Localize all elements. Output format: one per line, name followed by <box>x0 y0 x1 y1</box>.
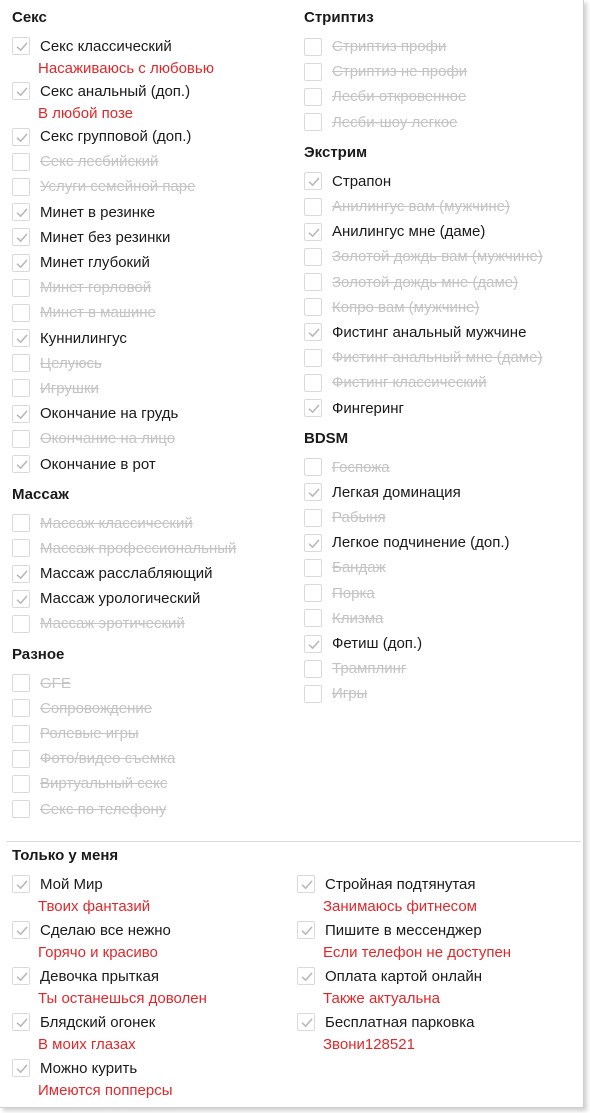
checkbox-checked[interactable] <box>304 483 322 501</box>
checkbox-label: Легкая доминация <box>332 483 461 501</box>
checkmark-icon <box>14 877 30 893</box>
checkbox-unchecked[interactable] <box>12 379 30 397</box>
checkmark-icon <box>14 567 30 583</box>
checkbox-label: Секс анальный (доп.) <box>40 82 191 100</box>
only-me-grid <box>12 872 582 1102</box>
checkbox-checked[interactable] <box>304 534 322 552</box>
checkbox-label: Пишите в мессенджер <box>325 921 482 939</box>
checkbox-checked[interactable] <box>12 967 30 985</box>
only-me-item <box>297 1010 582 1056</box>
checkbox-label: Копро вам (мужчине) <box>332 298 480 316</box>
only-me-item <box>12 1010 297 1056</box>
item-list <box>12 671 297 822</box>
checkbox-label: Игры <box>332 685 368 703</box>
checkbox-label: Стриптиз не профи <box>332 63 468 81</box>
item-list <box>304 34 579 135</box>
checkmark-icon <box>14 407 30 423</box>
section-misc <box>12 645 297 822</box>
checkbox-item[interactable] <box>12 376 297 401</box>
checkbox-label: Легкое подчинение (доп.) <box>332 534 510 552</box>
checkbox-item[interactable] <box>12 34 297 58</box>
checkbox-unchecked[interactable] <box>304 88 322 106</box>
checkbox-checked[interactable] <box>12 565 30 583</box>
checkbox-unchecked[interactable] <box>304 38 322 56</box>
section-title: Массаж <box>12 485 69 503</box>
only-me-item <box>12 964 297 1010</box>
only-me-right <box>297 872 582 1102</box>
checkbox-label: Лесби откровенное <box>332 88 467 106</box>
checkbox-item[interactable] <box>12 451 297 476</box>
checkbox-unchecked[interactable] <box>12 539 30 557</box>
checkbox-item[interactable] <box>297 964 582 988</box>
checkbox-label: Страпон <box>332 172 392 190</box>
checkbox-unchecked[interactable] <box>304 559 322 577</box>
checkmark-icon <box>299 969 315 985</box>
checkbox-label: GFE <box>40 674 71 692</box>
checkbox-checked[interactable] <box>12 37 30 55</box>
checkbox-unchecked[interactable] <box>12 178 30 196</box>
section-sex <box>12 8 297 477</box>
checkbox-item[interactable] <box>304 631 579 656</box>
checkbox-label: Стройная подтянутая <box>325 875 476 893</box>
section-only-me <box>12 846 582 1102</box>
checkmark-icon <box>14 39 30 55</box>
checkbox-item[interactable] <box>304 219 579 244</box>
checkbox-checked[interactable] <box>12 921 30 939</box>
checkbox-label: Трамплинг <box>332 660 407 678</box>
only-me-item <box>297 918 582 964</box>
item-note: Ты останешься доволен <box>38 990 207 1007</box>
item-list <box>304 455 579 707</box>
checkbox-checked[interactable] <box>12 128 30 146</box>
checkbox-label: Рабыня <box>332 509 386 527</box>
checkbox-item[interactable] <box>12 721 297 746</box>
checkbox-unchecked[interactable] <box>12 430 30 448</box>
checkbox-label: Анилингус вам (мужчине) <box>332 198 511 216</box>
checkbox-checked[interactable] <box>297 967 315 985</box>
checkbox-item[interactable] <box>12 200 297 225</box>
checkbox-item[interactable] <box>304 480 579 505</box>
item-note: Звони128521 <box>323 1036 415 1053</box>
checkbox-item[interactable] <box>12 1010 297 1034</box>
checkbox-label: Окончание на грудь <box>40 405 179 423</box>
checkbox-item[interactable] <box>12 872 297 896</box>
checkbox-item[interactable] <box>12 696 297 721</box>
section-extreme <box>304 143 579 421</box>
checkmark-icon <box>14 923 30 939</box>
section-striptease <box>304 8 579 135</box>
checkbox-item[interactable] <box>304 34 579 59</box>
checkbox-item[interactable] <box>304 59 579 84</box>
checkbox-item[interactable] <box>12 426 297 451</box>
checkbox-item[interactable] <box>12 351 297 376</box>
checkbox-unchecked[interactable] <box>12 304 30 322</box>
checkbox-item[interactable] <box>304 505 579 530</box>
checkbox-unchecked[interactable] <box>12 699 30 717</box>
checkbox-unchecked[interactable] <box>304 609 322 627</box>
item-note: В любой позе <box>38 105 134 122</box>
checkbox-checked[interactable] <box>304 323 322 341</box>
right-column <box>304 0 579 707</box>
checkbox-checked[interactable] <box>12 455 30 473</box>
item-note: Горячо и красиво <box>38 944 158 961</box>
checkbox-item[interactable] <box>12 149 297 174</box>
checkbox-unchecked[interactable] <box>304 63 322 81</box>
checkmark-icon <box>306 485 322 501</box>
checkbox-item[interactable] <box>304 270 579 295</box>
checkmark-icon <box>14 130 30 146</box>
section-divider <box>6 841 581 842</box>
checkbox-checked[interactable] <box>304 223 322 241</box>
checkbox-item[interactable] <box>12 611 297 636</box>
checkmark-icon <box>14 256 30 272</box>
checkbox-label: Оплата картой онлайн <box>325 967 482 985</box>
checkbox-unchecked[interactable] <box>304 298 322 316</box>
checkbox-item[interactable] <box>12 671 297 696</box>
checkbox-unchecked[interactable] <box>12 674 30 692</box>
checkbox-item[interactable] <box>304 169 579 194</box>
checkbox-label: Золотой дождь мне (даме) <box>332 273 519 291</box>
checkbox-item[interactable] <box>12 918 297 942</box>
checkbox-item[interactable] <box>304 395 579 420</box>
checkbox-item[interactable] <box>304 295 579 320</box>
checkbox-item[interactable] <box>297 1010 582 1034</box>
checkbox-label: Стриптиз профи <box>332 38 447 56</box>
checkbox-unchecked[interactable] <box>304 349 322 367</box>
checkbox-label: Игрушки <box>40 379 99 397</box>
checkbox-label: Секс классический <box>40 37 172 55</box>
checkbox-item[interactable] <box>304 681 579 706</box>
checkbox-label: Можно курить <box>40 1059 138 1077</box>
checkbox-unchecked[interactable] <box>12 775 30 793</box>
checkbox-item[interactable] <box>304 455 579 480</box>
checkbox-item[interactable] <box>304 345 579 370</box>
checkbox-item[interactable] <box>304 320 579 345</box>
checkbox-unchecked[interactable] <box>304 685 322 703</box>
section-title: BDSM <box>304 429 349 447</box>
checkbox-label: Минет без резинки <box>40 228 171 246</box>
checkbox-item[interactable] <box>304 84 579 109</box>
checkbox-unchecked[interactable] <box>12 725 30 743</box>
checkbox-item[interactable] <box>304 530 579 555</box>
only-me-item <box>12 1056 297 1102</box>
checkbox-label: Минет в машине <box>40 304 156 322</box>
checkbox-item[interactable] <box>12 79 297 103</box>
checkbox-checked[interactable] <box>12 405 30 423</box>
section-title: Только у меня <box>12 847 119 864</box>
checkbox-label: Бандаж <box>332 559 386 577</box>
checkbox-checked[interactable] <box>12 82 30 100</box>
checkmark-icon <box>14 969 30 985</box>
checkbox-label: Окончание на лицо <box>40 430 176 448</box>
checkbox-checked[interactable] <box>12 875 30 893</box>
checkbox-item[interactable] <box>12 300 297 325</box>
checkmark-icon <box>299 923 315 939</box>
checkbox-checked[interactable] <box>12 1013 30 1031</box>
checkbox-item[interactable] <box>12 275 297 300</box>
checkbox-item[interactable] <box>12 586 297 611</box>
checkbox-label: Минет глубокий <box>40 254 150 272</box>
checkbox-label: Фистинг классический <box>332 374 487 392</box>
checkbox-label: Мой Мир <box>40 875 103 893</box>
checkbox-item[interactable] <box>12 250 297 275</box>
checkbox-label: Бесплатная парковка <box>325 1013 475 1031</box>
checkbox-label: Секс групповой (доп.) <box>40 128 192 146</box>
checkbox-label: Массаж расслабляющий <box>40 565 213 583</box>
only-me-item <box>297 964 582 1010</box>
checkbox-item[interactable] <box>304 581 579 606</box>
checkbox-label: Целуюсь <box>40 354 102 372</box>
checkbox-label: Фетиш (доп.) <box>332 635 423 653</box>
checkmark-icon <box>14 331 30 347</box>
checkmark-icon <box>14 457 30 473</box>
checkbox-item[interactable] <box>304 194 579 219</box>
checkbox-unchecked[interactable] <box>304 198 322 216</box>
checkbox-unchecked[interactable] <box>304 584 322 602</box>
checkbox-label: Анилингус мне (даме) <box>332 223 486 241</box>
checkbox-item[interactable] <box>12 225 297 250</box>
checkbox-checked[interactable] <box>12 1059 30 1077</box>
checkbox-label: Лесби-шоу легкое <box>332 113 458 131</box>
checkbox-item[interactable] <box>297 872 582 896</box>
checkbox-unchecked[interactable] <box>12 800 30 818</box>
checkbox-label: Окончание в рот <box>40 455 156 473</box>
item-note: Насаживаюсь с любовью <box>38 60 214 77</box>
item-note: Если телефон не доступен <box>323 944 512 961</box>
checkbox-item[interactable] <box>12 1056 297 1080</box>
item-list <box>304 169 579 421</box>
checkbox-label: Фото/видео съемка <box>40 750 176 768</box>
checkbox-unchecked[interactable] <box>304 248 322 266</box>
item-note: Занимаюсь фитнесом <box>323 898 477 915</box>
checkbox-label: Ролевые игры <box>40 725 139 743</box>
checkbox-unchecked[interactable] <box>12 153 30 171</box>
checkmark-icon <box>14 84 30 100</box>
checkbox-checked[interactable] <box>297 1013 315 1031</box>
checkbox-item[interactable] <box>304 606 579 631</box>
section-bdsm <box>304 429 579 707</box>
checkbox-label: Сделаю все нежно <box>40 921 171 939</box>
checkbox-label: Массаж профессиональный <box>40 539 237 557</box>
checkbox-item[interactable] <box>304 555 579 580</box>
checkbox-label: Виртуальный секс <box>40 775 168 793</box>
checkbox-label: Куннилингус <box>40 329 127 347</box>
section-massage <box>12 485 297 637</box>
checkbox-item[interactable] <box>12 964 297 988</box>
checkbox-label: Девочка прыткая <box>40 967 160 985</box>
checkbox-checked[interactable] <box>12 228 30 246</box>
checkmark-icon <box>306 637 322 653</box>
checkbox-label: Госпожа <box>332 458 390 476</box>
left-column <box>12 0 297 822</box>
checkbox-label: Сопровождение <box>40 699 153 717</box>
only-me-item <box>12 918 297 964</box>
checkbox-label: Минет в резинке <box>40 203 156 221</box>
checkbox-label: Фистинг анальный мужчине <box>332 323 527 341</box>
checkbox-label: Массаж классический <box>40 514 193 532</box>
checkbox-label: Массаж урологический <box>40 590 201 608</box>
section-title: Секс <box>12 9 47 26</box>
checkbox-label: Секс по телефону <box>40 800 167 818</box>
checkbox-item[interactable] <box>304 110 579 135</box>
checkbox-item[interactable] <box>12 797 297 822</box>
checkmark-icon <box>14 592 30 608</box>
checkbox-unchecked[interactable] <box>12 750 30 768</box>
checkbox-unchecked[interactable] <box>304 458 322 476</box>
section-title: Стриптиз <box>304 9 374 26</box>
checkbox-item[interactable] <box>12 746 297 771</box>
only-me-item <box>12 872 297 918</box>
checkbox-item[interactable] <box>12 326 297 351</box>
checkbox-unchecked[interactable] <box>304 509 322 527</box>
item-list <box>12 511 297 637</box>
checkbox-checked[interactable] <box>304 399 322 417</box>
checkbox-item[interactable] <box>304 244 579 269</box>
item-note: Также актуальна <box>323 990 440 1007</box>
checkmark-icon <box>306 325 322 341</box>
checkbox-unchecked[interactable] <box>12 514 30 532</box>
checkbox-unchecked[interactable] <box>12 354 30 372</box>
checkmark-icon <box>306 401 322 417</box>
checkbox-item[interactable] <box>12 124 297 149</box>
item-note: Имеются попперсы <box>38 1082 173 1099</box>
checkbox-unchecked[interactable] <box>304 374 322 392</box>
checkmark-icon <box>306 174 322 190</box>
item-list <box>12 34 297 477</box>
checkbox-label: Клизма <box>332 609 384 627</box>
checkbox-item[interactable] <box>12 401 297 426</box>
checkmark-icon <box>299 1015 315 1031</box>
section-title: Разное <box>12 645 65 663</box>
checkbox-label: Золотой дождь вам (мужчине) <box>332 248 543 266</box>
checkbox-label: Порка <box>332 584 375 602</box>
only-me-item <box>297 872 582 918</box>
checkbox-checked[interactable] <box>12 254 30 272</box>
checkbox-label: Услуги семейной паре <box>40 178 196 196</box>
checkbox-item[interactable] <box>297 918 582 942</box>
checkbox-label: Блядский огонек <box>40 1013 156 1031</box>
only-me-left <box>12 872 297 1102</box>
checkbox-checked[interactable] <box>297 875 315 893</box>
checkbox-unchecked[interactable] <box>304 113 322 131</box>
checkbox-unchecked[interactable] <box>304 273 322 291</box>
checkbox-item[interactable] <box>12 561 297 586</box>
checkbox-checked[interactable] <box>12 203 30 221</box>
checkbox-label: Секс лесбийский <box>40 153 159 171</box>
item-note: Твоих фантазий <box>38 898 151 915</box>
checkbox-checked[interactable] <box>304 635 322 653</box>
checkbox-label: Фингеринг <box>332 399 405 417</box>
checkbox-label: Фистинг анальный мне (даме) <box>332 349 543 367</box>
checkbox-checked[interactable] <box>304 172 322 190</box>
checkbox-label: Массаж эротический <box>40 615 185 633</box>
checkmark-icon <box>14 230 30 246</box>
checkmark-icon <box>306 536 322 552</box>
item-note: В моих глазах <box>38 1036 136 1053</box>
checkbox-checked[interactable] <box>12 590 30 608</box>
checkmark-icon <box>14 205 30 221</box>
checkmark-icon <box>306 225 322 241</box>
checkbox-item[interactable] <box>12 536 297 561</box>
checkbox-item[interactable] <box>12 174 297 199</box>
checkbox-checked[interactable] <box>12 329 30 347</box>
checkbox-checked[interactable] <box>297 921 315 939</box>
checkmark-icon <box>14 1061 30 1077</box>
checkbox-unchecked[interactable] <box>12 279 30 297</box>
checkbox-label: Минет горловой <box>40 279 152 297</box>
checkbox-item[interactable] <box>12 771 297 796</box>
checkbox-item[interactable] <box>12 511 297 536</box>
checkmark-icon <box>14 1015 30 1031</box>
checkbox-item[interactable] <box>304 370 579 395</box>
section-title: Экстрим <box>304 143 368 161</box>
checkbox-unchecked[interactable] <box>12 615 30 633</box>
checkbox-unchecked[interactable] <box>304 660 322 678</box>
checkbox-item[interactable] <box>304 656 579 681</box>
checkmark-icon <box>299 877 315 893</box>
